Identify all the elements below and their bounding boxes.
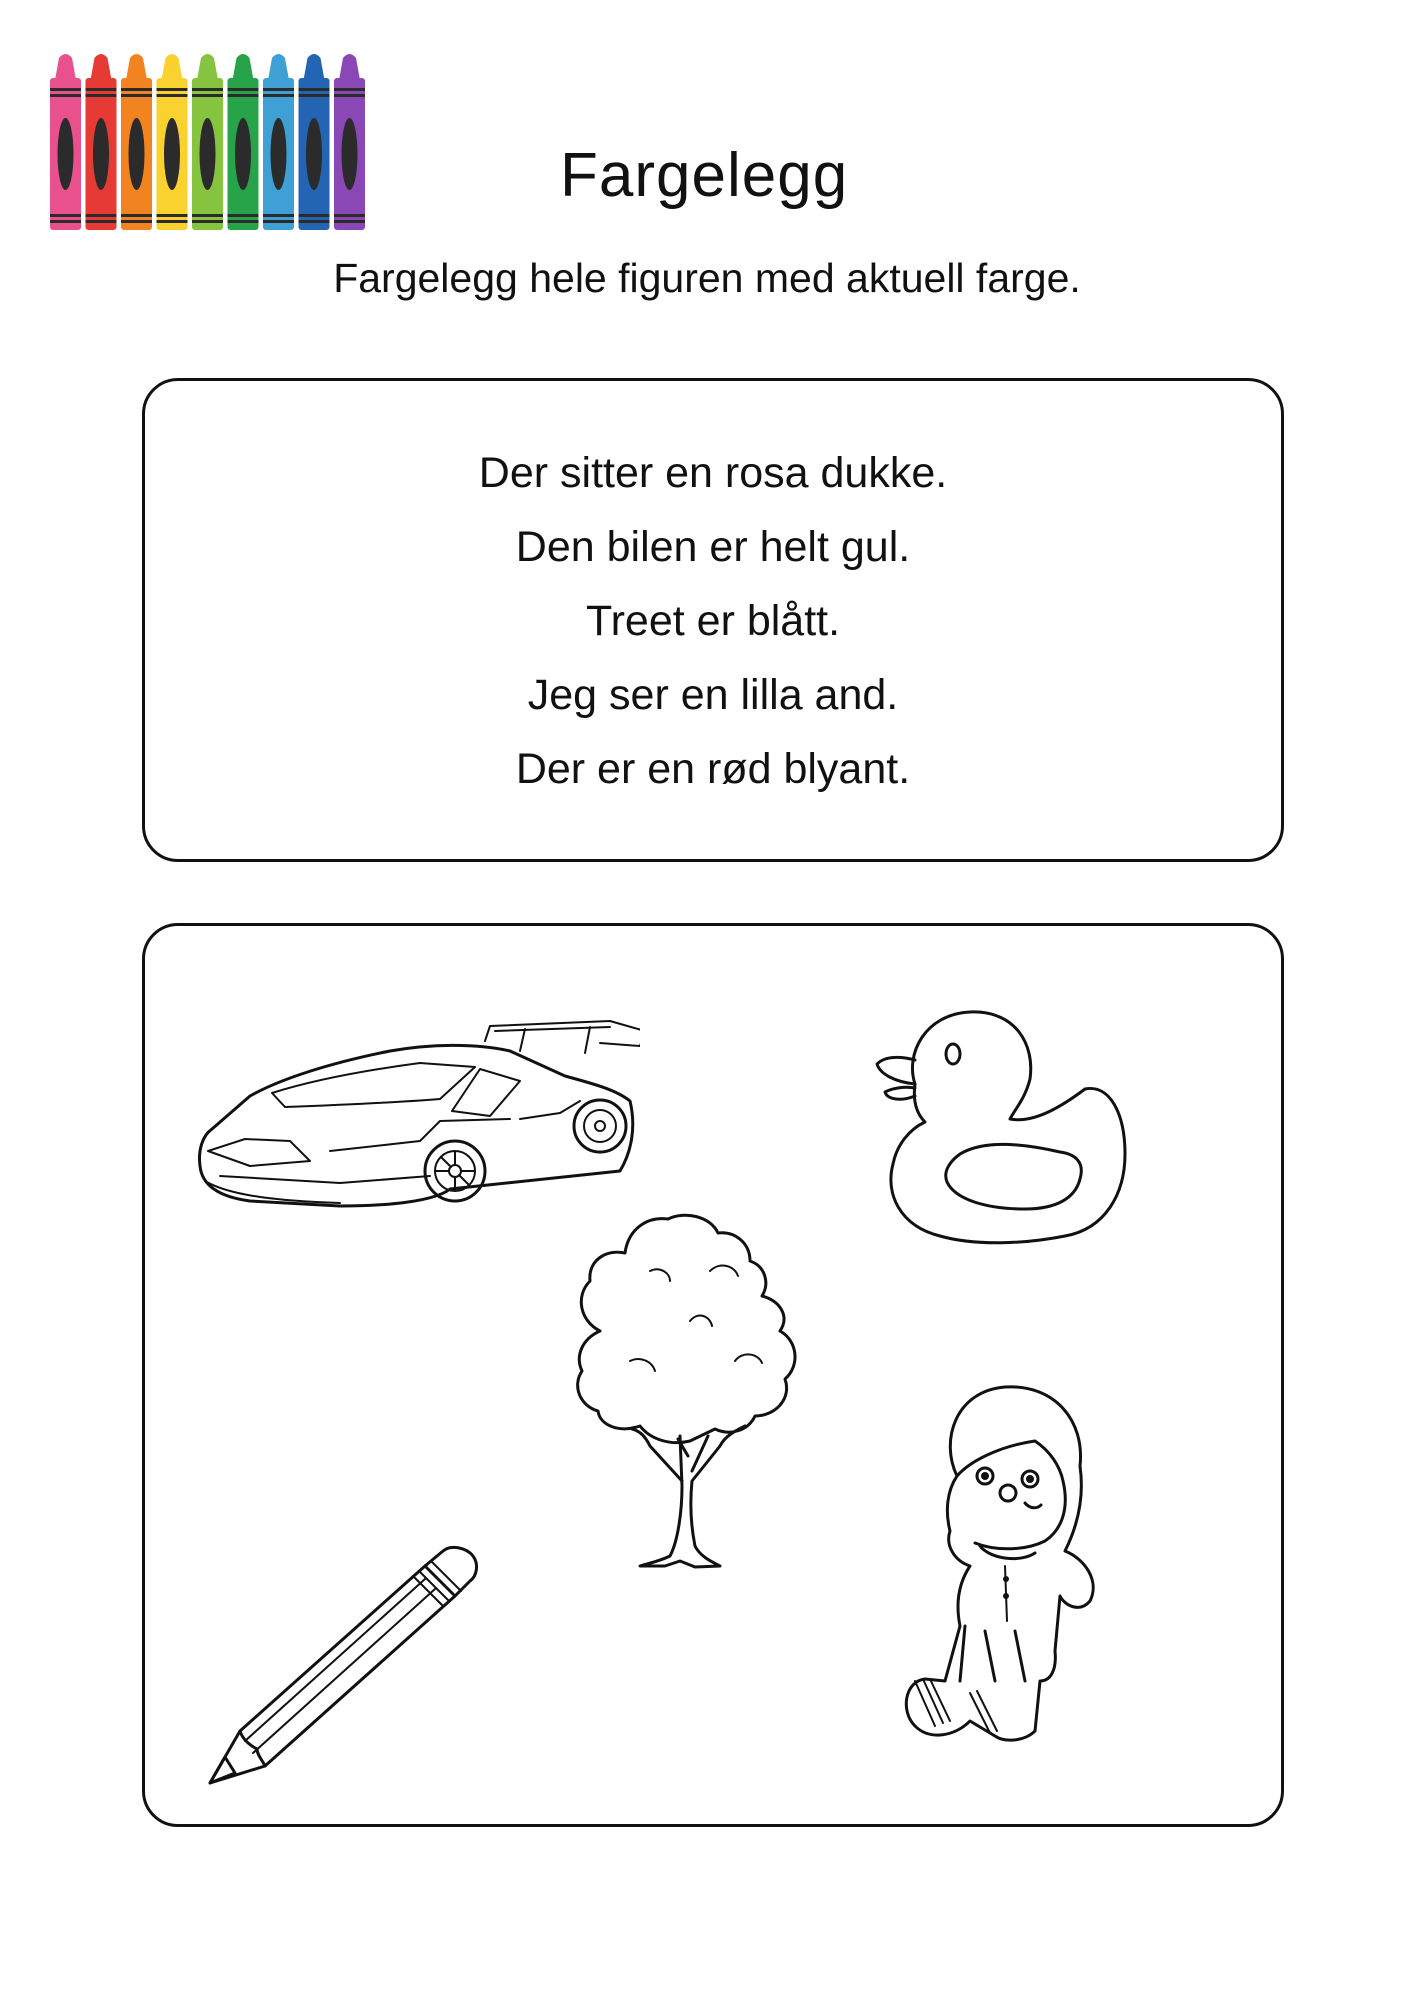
crayon <box>50 54 81 230</box>
sentence-item: Den bilen er helt gul. <box>515 523 911 571</box>
car-drawing[interactable] <box>190 1001 640 1231</box>
crayon <box>192 54 223 230</box>
pencil-drawing[interactable] <box>205 1521 505 1791</box>
crayon <box>86 54 117 230</box>
sentence-box <box>142 378 1284 862</box>
doll-drawing[interactable] <box>885 1381 1145 1751</box>
crayon <box>228 54 259 230</box>
crayon <box>121 54 152 230</box>
duck-drawing[interactable] <box>875 1004 1135 1249</box>
tree-drawing[interactable] <box>570 1211 820 1576</box>
sentence-item: Der er en rød blyant. <box>515 745 911 793</box>
instruction-text: Fargelegg hele figuren med aktuell farge. <box>333 255 1081 301</box>
crayon <box>157 54 188 230</box>
sentence-item: Treet er blått. <box>585 597 841 645</box>
crayon <box>263 54 294 230</box>
coloring-area <box>142 923 1284 1827</box>
sentence-list <box>145 436 1281 806</box>
sentence-item: Der sitter en rosa dukke. <box>478 449 948 497</box>
crayon <box>299 54 330 230</box>
crayon <box>334 54 365 230</box>
crayons-illustration <box>50 50 370 232</box>
sentence-item: Jeg ser en lilla and. <box>527 671 899 719</box>
